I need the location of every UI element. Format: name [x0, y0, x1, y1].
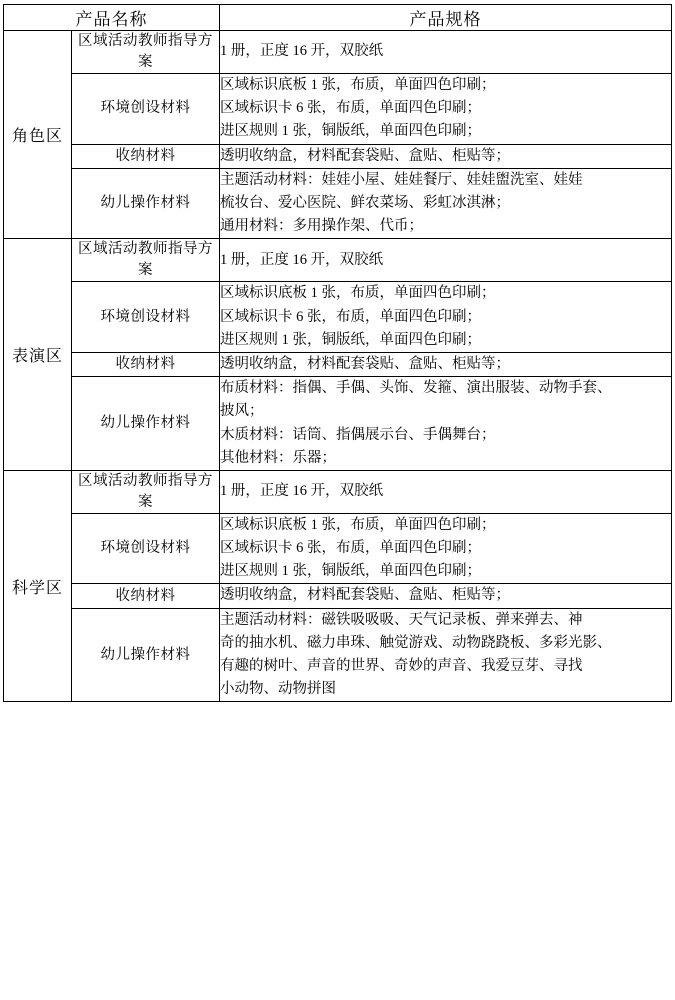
category-cell	[72, 377, 220, 471]
spec-line: 透明收纳盒，材料配套袋贴、盒贴、柜贴等；	[220, 147, 510, 164]
category-cell	[72, 513, 220, 584]
table-row	[4, 377, 672, 471]
spec-line: 区域标识底板 1 张，布质，单面四色印刷；	[220, 77, 496, 94]
spec-line: 进区规则 1 张，铜版纸，单面四色印刷；	[220, 563, 481, 580]
category-cell	[72, 168, 220, 239]
product-spec-table	[3, 4, 672, 702]
spec-description-cell	[220, 31, 672, 74]
spec-line: 小动物、动物拼图	[220, 681, 336, 698]
spec-line: 透明收纳盒，材料配套袋贴、盒贴、柜贴等；	[220, 355, 510, 372]
spec-description-cell	[220, 513, 672, 584]
category-cell	[72, 608, 220, 702]
category-cell	[72, 470, 220, 513]
category-line: 区域活动	[78, 241, 138, 258]
category-line: 环境创设材料	[100, 308, 191, 325]
zone-name-cell: 角色区	[4, 31, 72, 239]
spec-line: 有趣的树叶、声音的世界、奇妙的声音、我爱豆芽、寻找	[220, 658, 583, 675]
category-line: 幼儿操作材料	[100, 646, 191, 663]
spec-description-cell	[220, 352, 672, 376]
column-header-product-name: 产品名称	[4, 5, 220, 31]
spec-description-cell	[220, 470, 672, 513]
category-cell	[72, 352, 220, 376]
category-line: 幼儿操作材料	[100, 195, 191, 212]
spec-line: 区域标识卡 6 张，布质，单面四色印刷；	[220, 308, 481, 325]
spec-line: 1 册，正度 16 开，双胶纸	[220, 483, 384, 500]
spec-line: 进区规则 1 张，铜版纸，单面四色印刷；	[220, 331, 481, 348]
category-line: 教师指导方案	[138, 472, 213, 510]
spec-description-cell	[220, 144, 672, 168]
spec-description-cell	[220, 377, 672, 471]
category-cell	[72, 282, 220, 353]
table-row	[4, 608, 672, 702]
category-line: 收纳材料	[115, 587, 176, 604]
table-row	[4, 239, 672, 282]
spec-line: 区域标识卡 6 张，布质，单面四色印刷；	[220, 100, 481, 117]
table-row	[4, 31, 672, 74]
table-row	[4, 470, 672, 513]
category-cell	[72, 31, 220, 74]
category-line: 教师指导方案	[138, 241, 213, 279]
category-line: 区域活动	[78, 472, 138, 489]
zone-name-cell: 科学区	[4, 470, 72, 702]
column-header-product-spec: 产品规格	[220, 5, 672, 31]
spec-line: 区域标识底板 1 张，布质，单面四色印刷；	[220, 285, 496, 302]
spec-line: 布质材料：指偶、手偶、头饰、发箍、演出服装、动物手套、	[220, 380, 612, 397]
spec-description-cell	[220, 239, 672, 282]
category-line: 环境创设材料	[100, 540, 191, 557]
category-line: 环境创设材料	[100, 100, 191, 117]
spec-line: 通用材料：多用操作架、代币；	[220, 218, 423, 235]
table-row	[4, 584, 672, 608]
spec-line: 区域标识卡 6 张，布质，单面四色印刷；	[220, 540, 481, 557]
spec-description-cell	[220, 584, 672, 608]
spec-line: 透明收纳盒，材料配套袋贴、盒贴、柜贴等；	[220, 587, 510, 604]
table-row	[4, 513, 672, 584]
spec-description-cell	[220, 74, 672, 145]
spec-line: 奇的抽水机、磁力串珠、触觉游戏、动物跷跷板、多彩光影、	[220, 634, 612, 651]
table-row	[4, 282, 672, 353]
spec-line: 主题活动材料：娃娃小屋、娃娃餐厅、娃娃盥洗室、娃娃	[220, 171, 583, 188]
category-line: 收纳材料	[115, 147, 176, 164]
spec-line: 木质材料：话筒、指偶展示台、手偶舞台；	[220, 426, 496, 443]
table-row	[4, 168, 672, 239]
category-line: 幼儿操作材料	[100, 414, 191, 431]
category-cell	[72, 239, 220, 282]
category-cell	[72, 144, 220, 168]
category-cell	[72, 74, 220, 145]
spec-line: 1 册，正度 16 开，双胶纸	[220, 251, 384, 268]
spec-line: 区域标识底板 1 张，布质，单面四色印刷；	[220, 516, 496, 533]
spec-line: 梳妆台、爱心医院、鲜农菜场、彩虹冰淇淋；	[220, 194, 510, 211]
category-line: 区域活动	[78, 33, 138, 49]
category-line: 收纳材料	[115, 356, 176, 373]
spec-description-cell	[220, 282, 672, 353]
table-row	[4, 74, 672, 145]
spec-line: 披风；	[220, 403, 264, 420]
table-header-row	[4, 5, 672, 31]
spec-line: 其他材料：乐器；	[220, 449, 336, 466]
table-row	[4, 352, 672, 376]
zone-name-cell: 表演区	[4, 239, 72, 471]
spec-line: 进区规则 1 张，铜版纸，单面四色印刷；	[220, 123, 481, 140]
category-line: 教师指导方案	[138, 33, 213, 71]
spec-line: 主题活动材料：磁铁吸吸吸、天气记录板、弹来弹去、神	[220, 611, 583, 628]
table-row	[4, 144, 672, 168]
spec-line: 1 册，正度 16 开，双胶纸	[220, 43, 384, 60]
spec-description-cell	[220, 608, 672, 702]
spec-description-cell	[220, 168, 672, 239]
category-cell	[72, 584, 220, 608]
